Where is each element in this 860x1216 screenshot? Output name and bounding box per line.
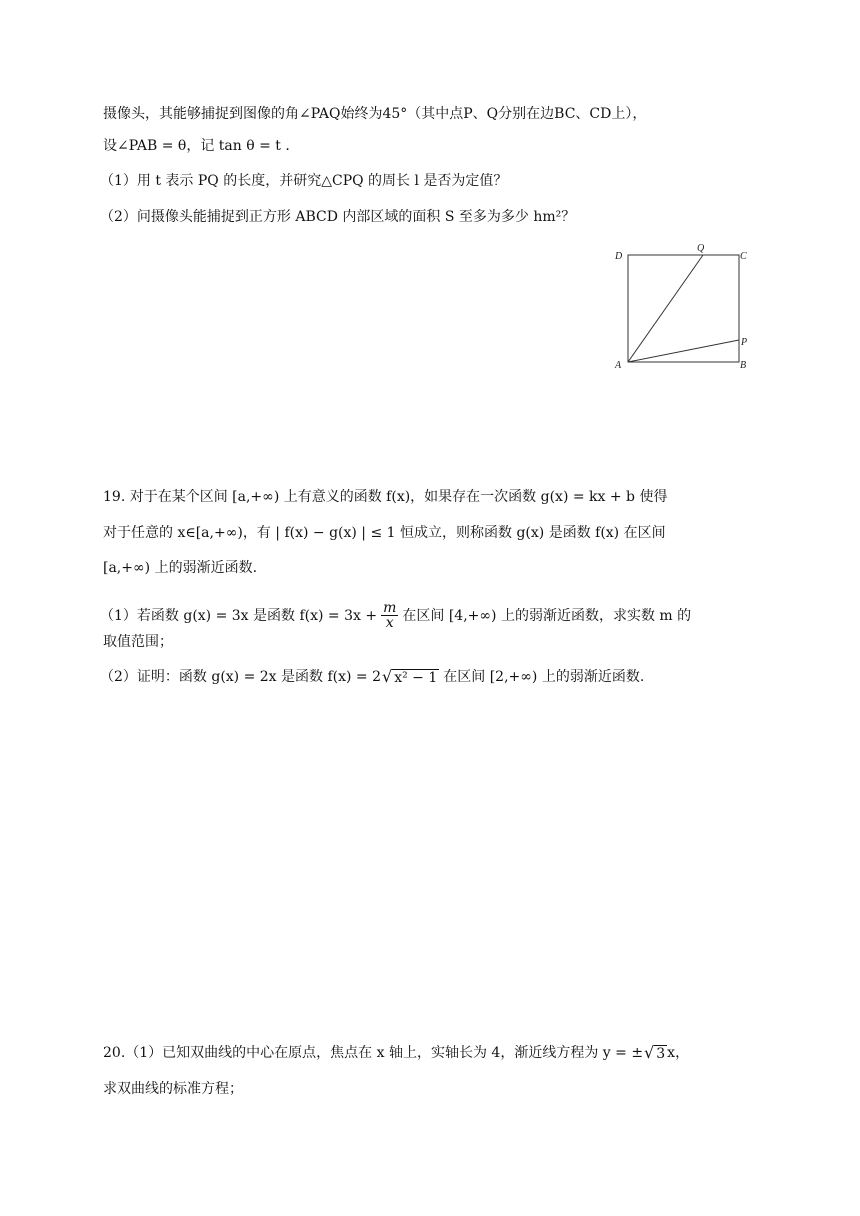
problem19-part1 bbox=[100, 601, 691, 630]
label-q: Q bbox=[697, 244, 705, 254]
sqrt-radicand-3: 3 bbox=[656, 1045, 666, 1062]
problem19-part1-line2: 取值范围； bbox=[103, 634, 173, 650]
part1-text-b: 在区间 [4,+∞) 上的弱渐近函数，求实数 m 的 bbox=[402, 607, 692, 624]
part2-text-b: 在区间 [2,+∞) 上的弱渐近函数. bbox=[443, 669, 645, 685]
label-d: D bbox=[615, 251, 623, 262]
segment-ap bbox=[628, 340, 739, 362]
problem18-line2: 设∠PAB = θ，记 tan θ = t . bbox=[103, 138, 290, 154]
label-c: C bbox=[740, 251, 747, 262]
problem20-text: 20.（1）已知双曲线的中心在原点，焦点在 x 轴上，实轴长为 4，渐近线方程为 y = ± bbox=[103, 1045, 644, 1061]
fraction-numerator: m bbox=[383, 600, 397, 616]
label-a: A bbox=[615, 360, 622, 371]
part1-text-a: （1）若函数 g(x) = 3x 是函数 f(x) = 3x + bbox=[100, 607, 378, 624]
part2-text-a: （2）证明：函数 g(x) = 2x 是函数 f(x) = 2 bbox=[100, 669, 382, 685]
problem19-line3: [a,+∞) 上的弱渐近函数. bbox=[103, 560, 258, 576]
problem20-tail: x， bbox=[667, 1045, 690, 1061]
problem18-part2: （2）问摄像头能捕捉到正方形 ABCD 内部区域的面积 S 至多为多少 hm²？ bbox=[100, 209, 576, 225]
problem20-line1 bbox=[103, 1043, 689, 1063]
sqrt-sign: √ bbox=[382, 667, 393, 686]
label-p: P bbox=[741, 337, 748, 348]
square-outline bbox=[628, 255, 739, 362]
fraction-denominator: x bbox=[385, 615, 394, 631]
fraction-m-over-x bbox=[381, 601, 398, 630]
problem19-part2 bbox=[100, 667, 644, 687]
label-b: B bbox=[740, 360, 747, 371]
problem19-line1: 19. 对于在某个区间 [a,+∞) 上有意义的函数 f(x)，如果存在一次函数 g(x) = kx + b 使得 bbox=[103, 489, 668, 505]
problem20-line2: 求双曲线的标准方程； bbox=[103, 1081, 243, 1097]
sqrt-sign-3: √ bbox=[644, 1043, 655, 1062]
problem19-line2: 对于任意的 x∈[a,+∞)，有 | f(x) − g(x) | ≤ 1 恒成立，则称函数 g(x) 是函数 f(x) 在区间 bbox=[103, 525, 666, 541]
problem18-part1: （1）用 t 表示 PQ 的长度，并研究△CPQ 的周长 l 是否为定值？ bbox=[100, 173, 508, 189]
problem18-line1: 摄像头，其能够捕捉到图像的角∠PAQ始终为45°（其中点P、Q分别在边BC、CD上）， bbox=[103, 106, 647, 122]
sqrt-radicand: x² − 1 bbox=[394, 669, 438, 686]
segment-aq bbox=[628, 255, 703, 362]
square-abcd-figure bbox=[612, 244, 760, 372]
